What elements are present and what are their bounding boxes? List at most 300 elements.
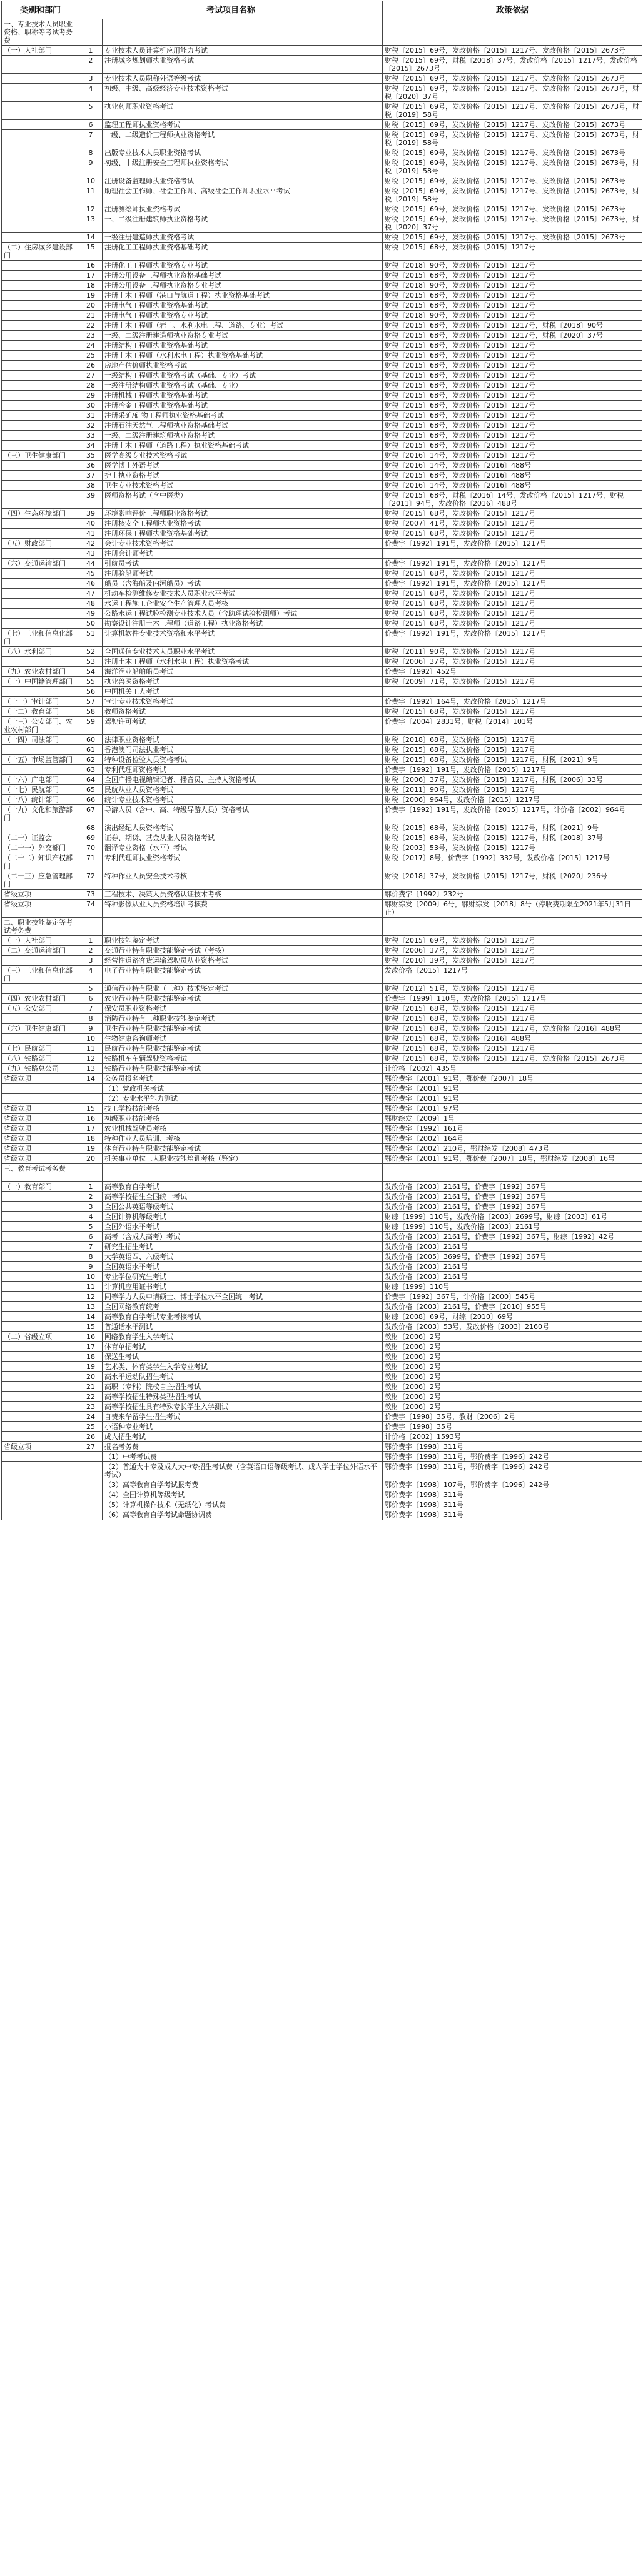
- exam-name-cell: 注册石油天然气工程师执业资格基础考试: [103, 421, 383, 431]
- seq-cell: 25: [79, 351, 103, 361]
- policy-basis-cell: 教财〔2006〕2号: [383, 1342, 642, 1352]
- category-cell: [2, 765, 79, 775]
- table-row: [2, 1252, 642, 1262]
- category-cell: （十三）公安部门、农业农村部门: [2, 717, 79, 735]
- category-cell: [2, 291, 79, 301]
- policy-basis-cell: 价费字〔2004〕2831号，财税〔2014〕101号: [383, 717, 642, 735]
- category-cell: 省级立项: [2, 1104, 79, 1114]
- section-row: [2, 1164, 642, 1182]
- table-row: [2, 1312, 642, 1322]
- policy-basis-cell: 发改价格〔2003〕2161号，价费字〔1992〕367号: [383, 1182, 642, 1192]
- seq-cell: 9: [79, 1024, 103, 1034]
- category-cell: （八）水利部门: [2, 647, 79, 657]
- category-cell: [2, 1282, 79, 1292]
- category-cell: [2, 1252, 79, 1262]
- category-cell: （十九）文化和旅游部门: [2, 805, 79, 823]
- policy-basis-cell: 财税〔2015〕69号，财税〔2018〕37号，发改价格〔2015〕1217号，发改价格〔2015〕2673号: [383, 56, 642, 74]
- exam-name-cell: 成人招生考试: [103, 1432, 383, 1442]
- table-row: [2, 176, 642, 186]
- table-row: [2, 481, 642, 491]
- exam-name-cell: 证券、期货、基金从业人员资格考试: [103, 833, 383, 843]
- category-cell: [2, 431, 79, 441]
- seq-cell: 31: [79, 411, 103, 421]
- table-row: [2, 441, 642, 451]
- seq-cell: [79, 1500, 103, 1510]
- seq-cell: 39: [79, 509, 103, 519]
- exam-name-cell: 一级注册结构师执业资格考试（基础、专业）: [103, 381, 383, 391]
- policy-basis-cell: 财税〔2015〕68号，发改价格〔2015〕1217号: [383, 569, 642, 579]
- seq-cell: 26: [79, 1432, 103, 1442]
- policy-basis-cell: 财税〔2015〕68号，发改价格〔2015〕1217号，财税〔2020〕37号: [383, 331, 642, 341]
- seq-cell: 20: [79, 301, 103, 311]
- category-cell: （十四）司法部门: [2, 735, 79, 745]
- exam-name-cell: 全国公共英语等级考试: [103, 1202, 383, 1212]
- policy-basis-cell: 鄂价费字〔1998〕107号，鄂价费字〔1996〕242号: [383, 1480, 642, 1490]
- seq-cell: 9: [79, 158, 103, 176]
- category-cell: [2, 1382, 79, 1392]
- seq-cell: 11: [79, 186, 103, 204]
- seq-cell: 21: [79, 1382, 103, 1392]
- policy-basis-cell: 教财〔2006〕2号: [383, 1382, 642, 1392]
- category-cell: （四）生态环境部门: [2, 509, 79, 519]
- seq-cell: [79, 1094, 103, 1104]
- policy-basis-cell: 价费字〔1992〕191号，发改价格〔2015〕1217号: [383, 579, 642, 589]
- policy-basis-cell: 价费字〔1992〕452号: [383, 667, 642, 677]
- policy-basis-cell: 发改价格〔2003〕2161号，价费字〔2010〕955号: [383, 1302, 642, 1312]
- table-row: [2, 890, 642, 900]
- category-cell: （九）铁路总公司: [2, 1064, 79, 1074]
- seq-cell: 30: [79, 401, 103, 411]
- exam-name-cell: 引航员考试: [103, 559, 383, 569]
- table-row: [2, 1432, 642, 1442]
- exam-name-cell: [103, 1164, 383, 1182]
- table-row: [2, 589, 642, 599]
- category-cell: [2, 481, 79, 491]
- seq-cell: 16: [79, 1332, 103, 1342]
- exam-name-cell: 注册核安全工程师执业资格考试: [103, 519, 383, 529]
- category-cell: [2, 1242, 79, 1252]
- exam-name-cell: 民航行业特有职业技能鉴定考试: [103, 1044, 383, 1054]
- seq-cell: 38: [79, 481, 103, 491]
- seq-cell: 10: [79, 1272, 103, 1282]
- exam-name-cell: 注册测绘师执业资格考试: [103, 204, 383, 214]
- exam-name-cell: 注册土木工程师（水利水电工程）执业资格基础考试: [103, 351, 383, 361]
- seq-cell: 12: [79, 1292, 103, 1302]
- seq-cell: [79, 1480, 103, 1490]
- seq-cell: 57: [79, 697, 103, 707]
- exam-name-cell: （1）中考考试费: [103, 1452, 383, 1462]
- category-cell: [2, 1462, 79, 1480]
- seq-cell: 16: [79, 1114, 103, 1124]
- category-cell: （七）工业和信息化部门: [2, 629, 79, 647]
- seq-cell: 13: [79, 214, 103, 233]
- header-basis: 政策依据: [383, 1, 642, 19]
- exam-name-cell: 护士执业资格考试: [103, 471, 383, 481]
- seq-cell: 45: [79, 569, 103, 579]
- seq-cell: 18: [79, 1134, 103, 1144]
- policy-basis-cell: 财综〔1999〕110号，发改价格〔2003〕2161号: [383, 1222, 642, 1232]
- seq-cell: 56: [79, 687, 103, 697]
- seq-cell: [79, 19, 103, 46]
- exam-name-cell: （5）计算机操作技术（无纸化）考试费: [103, 1500, 383, 1510]
- category-cell: 省级立项: [2, 1134, 79, 1144]
- policy-basis-cell: [383, 19, 642, 46]
- policy-basis-cell: 财综〔1999〕110号: [383, 1282, 642, 1292]
- table-row: [2, 1372, 642, 1382]
- exam-name-cell: 保安员职业资格考试: [103, 1004, 383, 1014]
- exam-name-cell: 普通话水平测试: [103, 1322, 383, 1332]
- category-cell: [2, 1480, 79, 1490]
- header-row: [2, 1, 642, 19]
- table-row: [2, 1124, 642, 1134]
- table-row: [2, 1084, 642, 1094]
- category-cell: [2, 401, 79, 411]
- exam-name-cell: 注册设备监理师执业资格考试: [103, 176, 383, 186]
- table-body: [2, 19, 642, 1520]
- category-cell: （三）卫生健康部门: [2, 451, 79, 461]
- exam-name-cell: 注册化工工程师执业资格专业考试: [103, 261, 383, 271]
- policy-basis-cell: 财税〔2015〕68号，发改价格〔2015〕1217号: [383, 707, 642, 717]
- seq-cell: 53: [79, 657, 103, 667]
- seq-cell: [79, 1462, 103, 1480]
- table-row: [2, 1302, 642, 1312]
- category-cell: （十二）教育部门: [2, 707, 79, 717]
- seq-cell: 13: [79, 1302, 103, 1312]
- table-row: [2, 158, 642, 176]
- seq-cell: 61: [79, 745, 103, 755]
- policy-basis-cell: 财税〔2017〕8号，价费字〔1992〕332号，发改价格〔2015〕1217号: [383, 853, 642, 871]
- category-cell: [2, 371, 79, 381]
- exam-name-cell: 注册结构工程师执业资格基础考试: [103, 341, 383, 351]
- exam-name-cell: 初级、中级、高级经济专业技术资格考试: [103, 84, 383, 102]
- exam-name-cell: 执业药师职业资格考试: [103, 102, 383, 120]
- seq-cell: 34: [79, 441, 103, 451]
- seq-cell: 52: [79, 647, 103, 657]
- category-cell: [2, 281, 79, 291]
- seq-cell: 6: [79, 994, 103, 1004]
- policy-basis-cell: 财税〔2015〕69号，发改价格〔2015〕1217号、发改价格〔2015〕2673号，财税〔2020〕37号: [383, 214, 642, 233]
- seq-cell: 24: [79, 341, 103, 351]
- table-row: [2, 1134, 642, 1144]
- policy-basis-cell: 鄂价费字〔2001〕91号: [383, 1084, 642, 1094]
- exam-name-cell: 高水平运动队招生考试: [103, 1372, 383, 1382]
- policy-basis-cell: 财税〔2015〕68号，发改价格〔2015〕1217号: [383, 341, 642, 351]
- exam-name-cell: 民航从业人员资格考试: [103, 785, 383, 795]
- exam-name-cell: 统计专业技术资格考试: [103, 795, 383, 805]
- category-cell: [2, 120, 79, 130]
- exam-name-cell: 铁路行业特有职业技能鉴定考试: [103, 1064, 383, 1074]
- table-row: [2, 431, 642, 441]
- table-row: [2, 74, 642, 84]
- policy-basis-cell: 财税〔2015〕68号，发改价格〔2015〕1217号: [383, 509, 642, 519]
- exam-name-cell: 特种作业人员培训、考核: [103, 1134, 383, 1144]
- policy-basis-cell: 财税〔2015〕68号，发改价格〔2015〕1217号: [383, 271, 642, 281]
- seq-cell: 15: [79, 243, 103, 261]
- seq-cell: 4: [79, 966, 103, 984]
- exam-name-cell: 注册会计师考试: [103, 549, 383, 559]
- table-row: [2, 1094, 642, 1104]
- table-row: [2, 1054, 642, 1064]
- table-row: [2, 765, 642, 775]
- seq-cell: 24: [79, 1412, 103, 1422]
- table-row: [2, 509, 642, 519]
- policy-basis-cell: 财税〔2015〕68号，发改价格〔2015〕1217号: [383, 291, 642, 301]
- seq-cell: 15: [79, 1322, 103, 1332]
- exam-name-cell: 自费来华留学生招生考试: [103, 1412, 383, 1422]
- table-row: [2, 647, 642, 657]
- category-cell: （一）人社部门: [2, 936, 79, 946]
- policy-basis-cell: 财税〔2018〕68号，发改价格〔2015〕1217号: [383, 735, 642, 745]
- table-row: [2, 1272, 642, 1282]
- exam-name-cell: 报名考务费: [103, 1442, 383, 1452]
- seq-cell: 59: [79, 717, 103, 735]
- policy-basis-cell: 教财〔2006〕2号: [383, 1362, 642, 1372]
- exam-name-cell: 高等学校招生具有特殊专长学生入学测试: [103, 1402, 383, 1412]
- category-cell: （二十）证监会: [2, 833, 79, 843]
- seq-cell: 7: [79, 1004, 103, 1014]
- seq-cell: 48: [79, 599, 103, 609]
- seq-cell: 12: [79, 204, 103, 214]
- seq-cell: 7: [79, 1242, 103, 1252]
- exam-name-cell: 全国计算机等级考试: [103, 1212, 383, 1222]
- exam-name-cell: 全国网络教育统考: [103, 1302, 383, 1312]
- table-row: [2, 1392, 642, 1402]
- policy-basis-cell: 财税〔2015〕68号，财税〔2016〕14号，发改价格〔2015〕1217号，财税〔2011〕94号，发改价格〔2016〕488号: [383, 491, 642, 509]
- policy-basis-cell: 教财〔2006〕2号: [383, 1392, 642, 1402]
- table-row: [2, 1262, 642, 1272]
- seq-cell: 2: [79, 946, 103, 956]
- seq-cell: 21: [79, 311, 103, 321]
- category-cell: [2, 351, 79, 361]
- seq-cell: 46: [79, 579, 103, 589]
- seq-cell: 10: [79, 1034, 103, 1044]
- policy-basis-cell: 价费字〔1992〕191号，发改价格〔2015〕1217号: [383, 629, 642, 647]
- table-row: [2, 411, 642, 421]
- seq-cell: 55: [79, 677, 103, 687]
- table-row: [2, 579, 642, 589]
- table-row: [2, 853, 642, 871]
- category-cell: [2, 745, 79, 755]
- exam-name-cell: 计算机应用证书考试: [103, 1282, 383, 1292]
- table-row: [2, 735, 642, 745]
- exam-name-cell: 注册电气工程师执业资格基础考试: [103, 301, 383, 311]
- exam-name-cell: 法律职业资格考试: [103, 735, 383, 745]
- category-cell: [2, 261, 79, 271]
- table-row: [2, 1114, 642, 1124]
- table-row: [2, 629, 642, 647]
- exam-name-cell: 一级、二级注册建筑师执业资格考试: [103, 431, 383, 441]
- exam-name-cell: 注册公用设备工程师执业资格专业考试: [103, 281, 383, 291]
- exam-name-cell: 电子行业特有职业技能鉴定考试: [103, 966, 383, 984]
- policy-basis-cell: 财税〔2015〕68号，发改价格〔2015〕1217号: [383, 411, 642, 421]
- seq-cell: 69: [79, 833, 103, 843]
- table-row: [2, 130, 642, 148]
- table-row: [2, 946, 642, 956]
- exam-name-cell: （6）高等教育自学考试命题协调费: [103, 1510, 383, 1520]
- seq-cell: [79, 1452, 103, 1462]
- seq-cell: 14: [79, 1312, 103, 1322]
- exam-name-cell: 医学高级专业技术资格考试: [103, 451, 383, 461]
- policy-basis-cell: 财税〔2015〕68号，发改价格〔2015〕1217号: [383, 1044, 642, 1054]
- exam-name-cell: [103, 19, 383, 46]
- section-row: [2, 918, 642, 936]
- category-cell: [2, 1510, 79, 1520]
- table-row: [2, 984, 642, 994]
- table-row: [2, 331, 642, 341]
- table-row: [2, 1064, 642, 1074]
- exam-name-cell: 初级、中级注册安全工程师执业资格考试: [103, 158, 383, 176]
- category-cell: [2, 84, 79, 102]
- table-row: [2, 84, 642, 102]
- category-cell: [2, 956, 79, 966]
- category-cell: [2, 1302, 79, 1312]
- exam-name-cell: 公路水运工程试验检测专业技术人员（含助理试验检测师）考试: [103, 609, 383, 619]
- seq-cell: 1: [79, 936, 103, 946]
- table-row: [2, 569, 642, 579]
- seq-cell: 8: [79, 1252, 103, 1262]
- category-cell: 三、教育考试考务费: [2, 1164, 79, 1182]
- seq-cell: 33: [79, 431, 103, 441]
- exam-name-cell: 水运工程施工企业安全生产管理人员考核: [103, 599, 383, 609]
- table-row: [2, 823, 642, 833]
- table-row: [2, 871, 642, 890]
- category-cell: （十）中国籍管理部门: [2, 677, 79, 687]
- exam-name-cell: 注册化工工程师执业资格基础考试: [103, 243, 383, 261]
- category-cell: （二）省级立项: [2, 1332, 79, 1342]
- seq-cell: 19: [79, 1362, 103, 1372]
- seq-cell: [79, 1490, 103, 1500]
- seq-cell: 50: [79, 619, 103, 629]
- exam-name-cell: 注册电气工程师执业资格专业考试: [103, 311, 383, 321]
- exam-name-cell: 体育行业特有职业技能鉴定考试: [103, 1144, 383, 1154]
- policy-basis-cell: 财税〔2015〕68号，发改价格〔2015〕1217号: [383, 609, 642, 619]
- seq-cell: [79, 1510, 103, 1520]
- category-cell: 省级立项: [2, 900, 79, 918]
- exam-name-cell: （3）高等教育自学考试报考费: [103, 1480, 383, 1490]
- category-cell: [2, 589, 79, 599]
- exam-name-cell: 通信行业特有职业（工种）技术鉴定考试: [103, 984, 383, 994]
- table-row: [2, 795, 642, 805]
- category-cell: [2, 1402, 79, 1412]
- category-cell: [2, 491, 79, 509]
- policy-basis-cell: 鄂价费字〔1998〕311号，鄂价费字〔1996〕242号: [383, 1452, 642, 1462]
- exam-name-cell: 专业学位研究生考试: [103, 1272, 383, 1282]
- exam-name-cell: 特种影像从业人员资格培训考核费: [103, 900, 383, 918]
- exam-name-cell: 全国英语水平考试: [103, 1262, 383, 1272]
- table-row: [2, 717, 642, 735]
- exam-name-cell: 高等教育自学考试专业考核考试: [103, 1312, 383, 1322]
- table-row: [2, 401, 642, 411]
- category-cell: [2, 186, 79, 204]
- category-cell: （一）教育部门: [2, 1182, 79, 1192]
- table-row: [2, 1182, 642, 1192]
- table-row: [2, 1452, 642, 1462]
- seq-cell: 1: [79, 1182, 103, 1192]
- policy-basis-cell: 财税〔2015〕68号，发改价格〔2015〕1217号: [383, 441, 642, 451]
- table-row: [2, 1044, 642, 1054]
- exam-name-cell: 香港澳门司法执业考试: [103, 745, 383, 755]
- category-cell: [2, 1432, 79, 1442]
- policy-basis-cell: 财税〔2016〕14号，发改价格〔2016〕488号: [383, 481, 642, 491]
- category-cell: （二）交通运输部门: [2, 946, 79, 956]
- exam-name-cell: 出版专业技术人员职业资格考试: [103, 148, 383, 158]
- policy-basis-cell: 价费字〔1999〕110号，发改价格〔2015〕1217号: [383, 994, 642, 1004]
- seq-cell: 67: [79, 805, 103, 823]
- exam-name-cell: 导游人员（含中、高、特级导游人员）资格考试: [103, 805, 383, 823]
- exam-name-cell: （2）普通大中专及成人大中专招生考试费（含英语口语等级考试、成人学士学位外语水平考试）: [103, 1462, 383, 1480]
- category-cell: [2, 1094, 79, 1104]
- table-row: [2, 1144, 642, 1154]
- policy-basis-cell: 价费字〔1998〕35号: [383, 1422, 642, 1432]
- table-row: [2, 1402, 642, 1412]
- exam-name-cell: 执业兽医资格考试: [103, 677, 383, 687]
- seq-cell: 73: [79, 890, 103, 900]
- table-row: [2, 599, 642, 609]
- table-row: [2, 281, 642, 291]
- table-row: [2, 148, 642, 158]
- category-cell: [2, 569, 79, 579]
- category-cell: （十五）市场监管部门: [2, 755, 79, 765]
- table-row: [2, 233, 642, 243]
- table-row: [2, 549, 642, 559]
- exam-name-cell: 特种作业人员安全技术考核: [103, 871, 383, 890]
- exam-name-cell: 计算机软件专业技术资格和水平考试: [103, 629, 383, 647]
- seq-cell: 23: [79, 1402, 103, 1412]
- table-row: [2, 697, 642, 707]
- table-row: [2, 461, 642, 471]
- table-row: [2, 1282, 642, 1292]
- table-row: [2, 451, 642, 461]
- table-row: [2, 707, 642, 717]
- table-row: [2, 321, 642, 331]
- table-row: [2, 1352, 642, 1362]
- exam-name-cell: 特种设备检验人员资格考试: [103, 755, 383, 765]
- category-cell: [2, 321, 79, 331]
- category-cell: [2, 331, 79, 341]
- table-row: [2, 271, 642, 281]
- table-row: [2, 291, 642, 301]
- table-row: [2, 833, 642, 843]
- category-cell: [2, 1272, 79, 1282]
- category-cell: 一、专业技术人员职业资格、职称等考试考务费: [2, 19, 79, 46]
- exam-name-cell: 专业技术人员职称外语等级考试: [103, 74, 383, 84]
- exam-name-cell: 演出经纪人员资格考试: [103, 823, 383, 833]
- exam-name-cell: 教师资格考试: [103, 707, 383, 717]
- policy-basis-cell: 财税〔2015〕68号，发改价格〔2015〕1217号、发改价格〔2015〕2673号: [383, 1054, 642, 1064]
- exam-name-cell: 注册冶金工程师执业资格基础考试: [103, 401, 383, 411]
- policy-basis-cell: 计价格〔2002〕435号: [383, 1064, 642, 1074]
- table-row: [2, 1232, 642, 1242]
- seq-cell: 20: [79, 1372, 103, 1382]
- seq-cell: 35: [79, 451, 103, 461]
- table-row: [2, 1322, 642, 1332]
- exam-name-cell: 体育单招考试: [103, 1342, 383, 1352]
- exam-name-cell: 初级职业技能考核: [103, 1114, 383, 1124]
- policy-basis-cell: 财税〔2015〕68号，发改价格〔2015〕1217号，财税〔2021〕9号: [383, 755, 642, 765]
- seq-cell: 6: [79, 1232, 103, 1242]
- seq-cell: 36: [79, 461, 103, 471]
- exam-name-cell: 机动车检测维修专业技术人员职业水平考试: [103, 589, 383, 599]
- policy-basis-cell: 财税〔2015〕68号，发改价格〔2015〕1217号: [383, 381, 642, 391]
- seq-cell: 49: [79, 609, 103, 619]
- table-row: [2, 1332, 642, 1342]
- table-row: [2, 755, 642, 765]
- seq-cell: 68: [79, 823, 103, 833]
- category-cell: （二）住房城乡建设部门: [2, 243, 79, 261]
- exam-name-cell: 艺术类、体育类学生入学专业考试: [103, 1362, 383, 1372]
- section-row: [2, 19, 642, 46]
- category-cell: [2, 271, 79, 281]
